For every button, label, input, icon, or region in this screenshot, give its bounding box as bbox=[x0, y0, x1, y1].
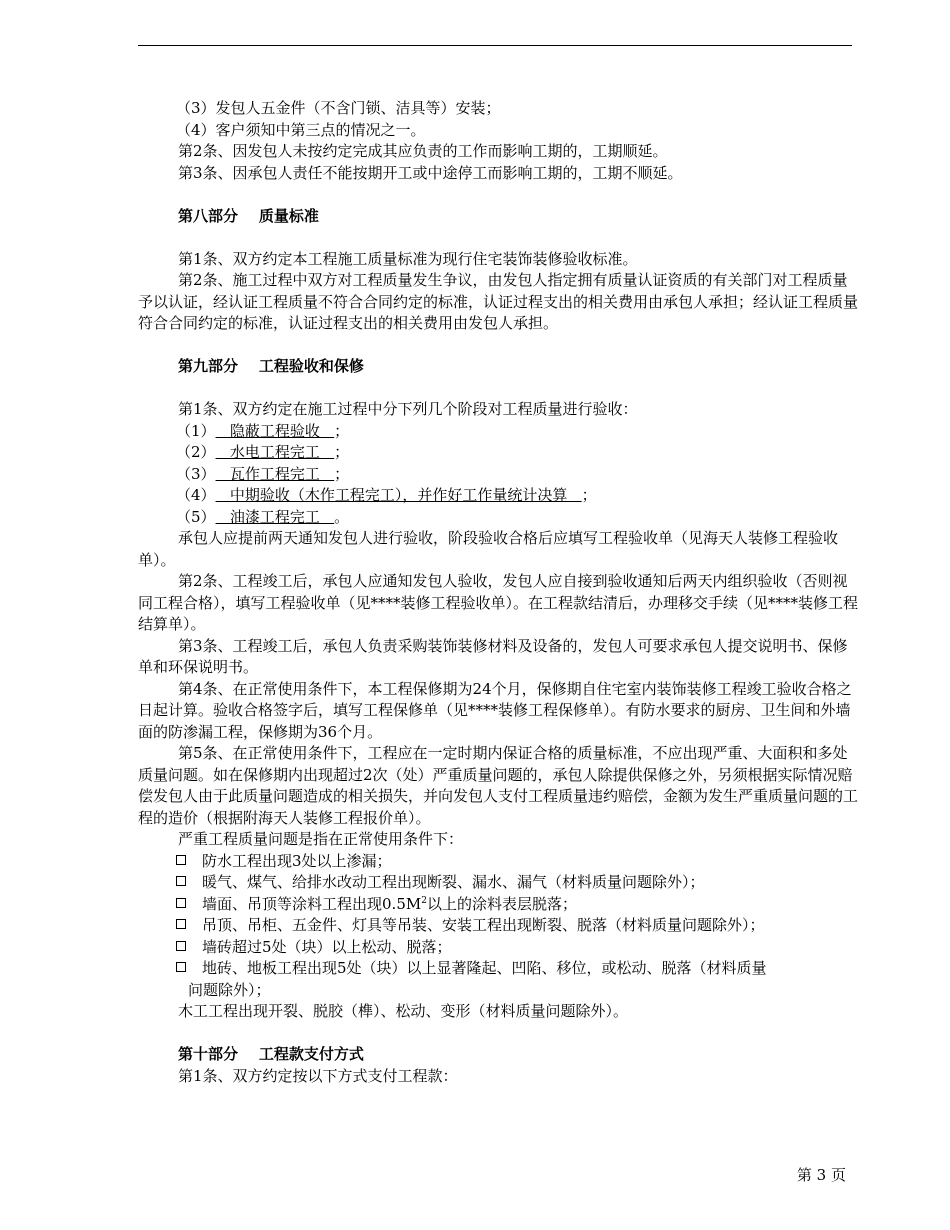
square-bullet-icon bbox=[176, 962, 186, 972]
clause-line: 第1条、双方约定本工程施工质量标准为现行住宅装饰装修验收标准。 bbox=[178, 249, 638, 268]
bullet-item: 吊顶、吊柜、五金件、灯具等吊装、安装工程出现断裂、脱落（材料质量问题除外）； bbox=[138, 915, 860, 937]
clause-paragraph: 第2条、施工过程中双方对工程质量发生争议，由发包人指定拥有质量认证资质的有关部门对工程质量予以认证，经认证工程质量不符合合同约定的标准，认证过程支出的相关费用由承包人承担；经认证工程质量符合合同约定的标准，认证过程支出的相关费用由发包人承担。 bbox=[138, 271, 859, 332]
clause-line: 第1条、双方约定按以下方式支付工程款： bbox=[178, 1066, 458, 1085]
bullet-item: 墙砖超过5处（块）以上松动、脱落； bbox=[138, 937, 860, 959]
square-bullet-icon bbox=[176, 941, 186, 951]
stage-item: （2） 水电工程完工 ； bbox=[176, 443, 350, 461]
clause-line: 第2条、因发包人未按约定完成其应负责的工作而影响工期的，工期顺延。 bbox=[178, 142, 668, 160]
stage-item: （3） 瓦作工程完工 ； bbox=[176, 464, 350, 483]
bullet-continuation: 问题除外）； bbox=[188, 980, 271, 999]
section-heading-part10: 第十部分 工程款支付方式 bbox=[178, 1045, 364, 1063]
section-heading-part9: 第九部分 工程验收和保修 bbox=[178, 357, 364, 375]
page-number: 第 3 页 bbox=[796, 1166, 846, 1184]
clause-line: 第1条、双方约定在施工过程中分下列几个阶段对工程质量进行验收： bbox=[178, 400, 638, 418]
clause-line: 木工工程出现开裂、脱胶（榫）、松动、变形（材料质量问题除外）。 bbox=[178, 1002, 629, 1020]
clause-paragraph: 第3条、工程竣工后，承包人负责采购装饰装修材料及设备的，发包人可要求承包人提交说明书、保修单和环保说明书。 bbox=[138, 636, 848, 676]
bullet-item: 暖气、煤气、给排水改动工程出现断裂、漏水、漏气（材料质量问题除外）； bbox=[138, 872, 860, 894]
square-bullet-icon bbox=[176, 919, 186, 929]
square-bullet-icon bbox=[176, 855, 186, 865]
stage-item: （5） 油漆工程完工 。 bbox=[176, 507, 350, 526]
clause-line: 第3条、因承包人责任不能按期开工或中途停工而影响工期的，工期不顺延。 bbox=[178, 163, 683, 182]
item-line: （3）发包人五金件（不含门锁、洁具等）安装； bbox=[176, 99, 501, 117]
stage-item: （4） 中期验收（木作工程完工），并作好工作量统计决算 ； bbox=[176, 486, 597, 504]
bullet-item: 防水工程出现3处以上渗漏； bbox=[138, 851, 860, 873]
bullet-item: 地砖、地板工程出现5处（块）以上显著隆起、凹陷、移位，或松动、脱落（材料质量 bbox=[138, 958, 860, 980]
header-rule bbox=[138, 45, 852, 46]
clause-paragraph: 承包人应提前两天通知发包人进行验收，阶段验收合格后应填写工程验收单（见海天人装修工程验收单）。 bbox=[138, 529, 839, 569]
square-bullet-icon bbox=[176, 898, 186, 908]
clause-line: 严重工程质量问题是指在正常使用条件下： bbox=[178, 830, 464, 848]
bullet-item: 墙面、吊顶等涂料工程出现$0.5M^2$以上的涂料表层脱落； bbox=[138, 894, 860, 916]
section-heading-part8: 第八部分 质量标准 bbox=[178, 206, 319, 225]
clause-paragraph: 第5条、在正常使用条件下，工程应在一定时期内保证合格的质量标准，不应出现严重、大面积和多处质量问题。如在保修期内出现超过2次（处）严重质量问题的，承包人除提供保修之外，另须根据实际情况赔偿发包人由于此质量问题造成的相关损失，并向发包人支付工程质量违约赔偿，金额为发生严重质量问题的工程的造价（根据附海天人装修工程报价单）。 bbox=[138, 744, 859, 827]
clause-paragraph: 第4条、在正常使用条件下，本工程保修期为24个月，保修期自住宅室内装饰装修工程竣工验收合格之日起计算。验收合格签字后，填写工程保修单（见****装修工程保修单）。有防水要求的厨房、卫生间和外墙面的防渗漏工程，保修期为36个月。 bbox=[138, 679, 852, 741]
stage-item: （1） 隐蔽工程验收 ； bbox=[176, 421, 350, 440]
item-line: （4）客户须知中第三点的情况之一。 bbox=[176, 120, 426, 139]
clause-paragraph: 第2条、工程竣工后，承包人应通知发包人验收，发包人应自接到验收通知后两天内组织验收（否则视同工程合格），填写工程验收单（见****装修工程验收单）。在工程款结清后，办理移交手续（见****装修工程结算单）。 bbox=[138, 572, 859, 633]
square-bullet-icon bbox=[176, 876, 186, 886]
document-body bbox=[138, 98, 860, 1087]
